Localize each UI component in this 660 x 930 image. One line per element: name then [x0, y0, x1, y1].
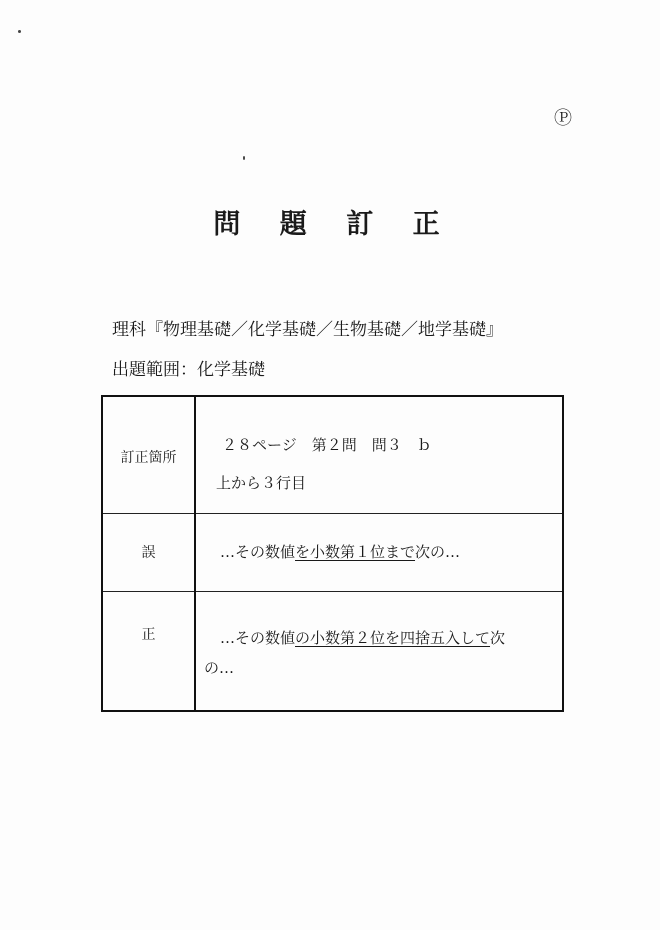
scan-speck — [243, 156, 245, 160]
page-title: 問 題 訂 正 — [213, 209, 455, 240]
right-label: 正 — [141, 627, 156, 643]
table-row-location — [102, 396, 563, 514]
location-line-2: 上から３行目 — [216, 474, 307, 492]
wrong-suffix: 次の… — [415, 543, 461, 561]
right-underlined: の小数第２位を四捨五入して — [295, 629, 491, 647]
table-row-right — [102, 592, 563, 712]
location-label: 訂正箇所 — [120, 450, 177, 466]
right-line-2: の… — [204, 659, 235, 677]
correction-table — [101, 395, 564, 712]
range-line: 出題範囲：化学基礎 — [112, 360, 265, 380]
right-label-cell — [102, 592, 195, 712]
right-prefix: …その数値 — [220, 629, 296, 647]
corner-mark: Ⓟ — [554, 108, 572, 129]
wrong-label: 誤 — [141, 545, 156, 561]
table-row-wrong — [102, 514, 563, 592]
wrong-content-cell — [195, 514, 563, 592]
wrong-label-cell — [102, 514, 195, 592]
location-label-cell — [102, 396, 195, 514]
right-suffix: 次 — [490, 629, 506, 647]
location-content-cell — [195, 396, 563, 514]
wrong-text — [196, 514, 562, 562]
wrong-prefix: …その数値 — [220, 543, 296, 561]
location-line-1: ２８ページ 第２問 問３ ｂ — [222, 436, 432, 454]
wrong-underlined: を小数第１位まで — [295, 543, 416, 561]
right-content-cell — [195, 592, 563, 712]
subject-line: 理科『物理基礎／化学基礎／生物基礎／地学基礎』 — [112, 320, 503, 340]
right-text — [196, 592, 562, 683]
scan-speck — [18, 30, 21, 33]
